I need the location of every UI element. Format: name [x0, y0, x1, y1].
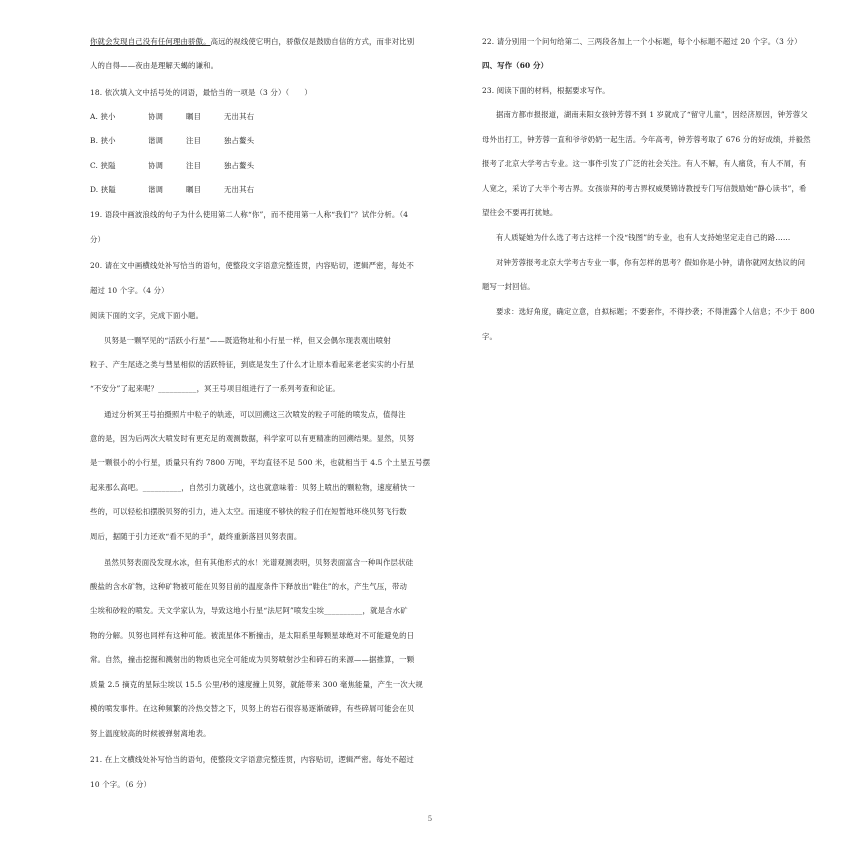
material-line: 报考了北京大学考古专业。这一事件引发了广泛的社会关注。有人不解，有人痛货，有人不屑，有: [482, 159, 807, 168]
material-line: 据南方都市报报道，湖南耒阳女孩钟芳蓉不到 1 岁就成了“留守儿童”，因经济原因，钟芳蓉父: [496, 110, 808, 119]
requirement-line: 要求：选好角度，确定立意，自拟标题；不要套作，不得抄袭；不得泄露个人信息；不少于 800: [496, 307, 815, 316]
passage-line: 尘埃和砂粒的喷发。天文学家认为，导致这地小行星“法尼阿”喷发尘埃__________，就是含水矿: [90, 606, 408, 615]
question-19: 19. 语段中画波浪线的句子为什么使用第二人称“你”，而不使用第一人称“我们”？试作分析。（4: [90, 210, 409, 219]
material-line: 有人质疑她为什么选了考古这样一个没“钱图”的专业，也有人支持她坚定走自己的路……: [496, 233, 791, 242]
text-line: 10 个字。（6 分）: [90, 780, 152, 789]
text-line: 你就会发现自己没有任何理由骄傲。高远的视线使它明白，骄傲仅是鼓励自信的方式，而非对比别: [90, 37, 415, 46]
passage-line: 酸盐的含水矿物，这种矿物被可能在贝努目前的温度条件下释放出“鞋住”的水，产生气压，带动: [90, 582, 408, 591]
requirement-line: 字。: [482, 332, 498, 341]
option-d: D. 狭隘 谐调 瞩目 无出其右: [90, 185, 255, 194]
passage-line: 努上温度较高的时候被弹射离地表。: [90, 729, 211, 738]
material-line: 母外出打工，钟芳蓉一直和爷爷奶奶一起生活。今年高考，钟芳蓉考取了 676 分的好成绩，并毅然: [482, 135, 811, 144]
reading-instruction: 阅读下面的文字，完成下面小题。: [90, 311, 204, 320]
option-c: C. 狭隘 协调 注目 独占鳌头: [90, 161, 255, 170]
option-a: A. 狭小 协调 瞩目 无出其右: [90, 112, 255, 121]
passage-line: 虽然贝努表面没发现水冰，但有其他形式的水！光谱观测表明，贝努表面富含一种叫作层状硅: [104, 558, 414, 567]
passage-line: 是一颗很小的小行星，质量只有约 7800 万吨，平均直径不足 500 米，也就相当于 4.5 个土星五号摆: [90, 458, 431, 467]
passage-line: 起来那么高吧。__________，自然引力就越小，这也就意味着：贝努上喷出的颗粒物，速度稍快一: [90, 483, 416, 492]
passage-line: 物的分解。贝努也同样有这种可能。被流星体不断撞击，是太阳系里每颗星球绝对不可能避免的日: [90, 631, 415, 640]
material-line: 望往会不要再打扰她。: [482, 208, 558, 217]
text-line: 超过 10 个字。（4 分）: [90, 286, 169, 295]
passage-line: “不安分”了起来呢？__________，冥王号项目组进行了一系列考查和论证。: [90, 384, 340, 393]
passage-line: 周后，据随于引力还欢“看不见的手”，最终重新落回贝努表面。: [90, 532, 302, 541]
question-21: 21. 在上文横线处补写恰当的语句，使整段文字语意完整连贯，内容贴切，逻辑严密。每处不超过: [90, 755, 414, 764]
section-heading: 四、写作（60 分）: [482, 61, 549, 70]
passage-line: 质量 2.5 摘克的星际尘埃以 15.5 公里/秒的速度撞上贝努，就能带来 300 毫焦能量，产生一次大规: [90, 680, 423, 689]
page-number: 5: [427, 815, 433, 823]
question-22: 22. 请分别用一个问句给第二、三两段各加上一个小标题，每个小标题不超过 20 个字。（3 分）: [482, 37, 802, 46]
passage-line: 贝努是一颗罕见的“活跃小行星”——既造物址和小行星一样，但又会偶尔现表观出喷射: [104, 336, 391, 345]
passage-line: 通过分析冥王号拍摄照片中粒子的轨迹，可以回溯这三次喷发的粒子可能的喷发点，值得注: [104, 410, 406, 419]
passage-line: 模的喷发事件。在这种频繁的冷热交替之下，贝努上的岩石很容易逐渐破碎，有些碎屑可能会在贝: [90, 704, 415, 713]
question-20: 20. 请在文中画横线处补写恰当的语句，使整段文字语意完整连贯，内容贴切，逻辑严密，每处不: [90, 261, 414, 270]
material-line: 对钟芳蓉报考北京大学考古专业一事，你有怎样的思考？假如你是小钟，请你就网友热议的问: [496, 258, 806, 267]
passage-line: 些的，可以轻松扣摆脱贝努的引力，进入太空。而速度不够快的粒子们在短暂地环绕贝努飞行数: [90, 507, 407, 516]
option-b: B. 狭小 谐调 注目 独占鳌头: [90, 136, 255, 145]
text-line: 分）: [90, 235, 106, 244]
passage-line: 常。自然，撞击挖掘和溅射出的物质也完全可能成为贝努喷射沙尘和碎石的来源——据推算，一颗: [90, 655, 415, 664]
question-23: 23. 阅读下面的材料，根据要求写作。: [482, 86, 610, 95]
material-line: 人宽之，采访了大半个考古界。女孩崇拜的考古界权威樊锦诗教授专门写信鼓励她“静心读书”，希: [482, 184, 807, 193]
passage-line: 粒子、产生尾迹之类与彗星相似的活跃特征，到底是发生了什么才让原本看起来老老实实的小行星: [90, 360, 415, 369]
underlined-sentence: 你就会发现自己没有任何理由骄傲。: [90, 37, 211, 46]
passage-line: 意的是，因为后两次大喷发时有更充足的观测数据，科学家可以有更精准的回溯结果。显然，贝努: [90, 434, 415, 443]
material-line: 题写一封回信。: [482, 282, 535, 291]
question-18: 18. 依次填入文中括号处的词语，最恰当的一项是（3 分）（ ）: [90, 88, 312, 97]
text-line: 人的自得——夜由是理解天蝎的谦和。: [90, 61, 219, 70]
